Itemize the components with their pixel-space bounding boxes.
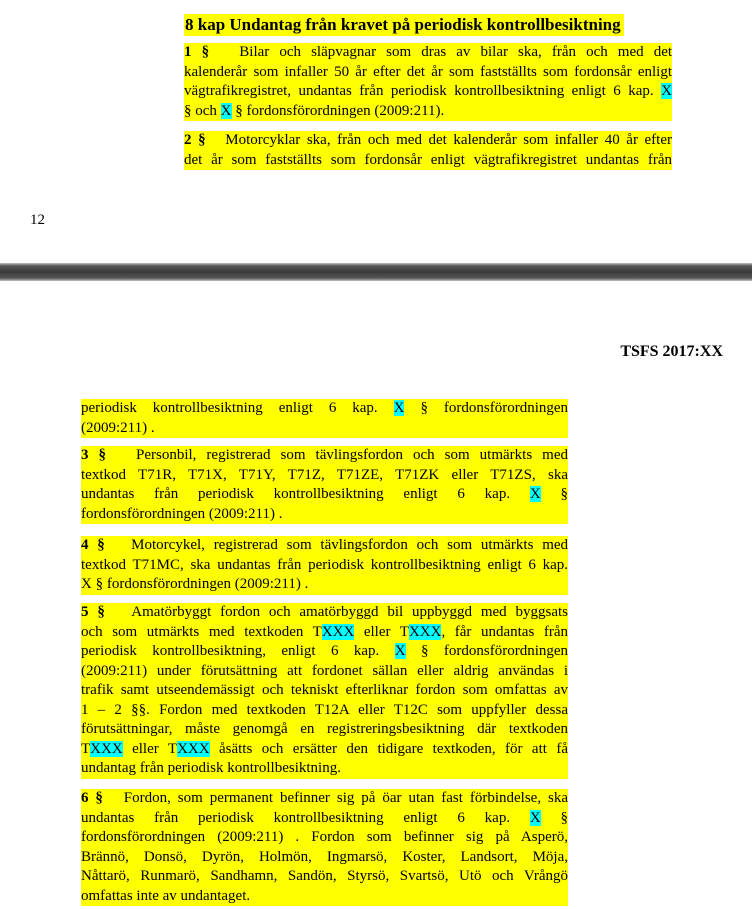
paragraph-1: 1 § Bilar och släpvagnar som dras av bilar ska, från och med det kalenderår som infaller 50 år efter det år som fastställts som fordonsår enligt vägtrafikregistret, undantas från periodisk kontrollbesiktning enligt 6 kap. X § och X § fordonsförordningen (2009:211). [184,43,672,121]
document-id: TSFS 2017:XX [620,343,723,360]
placeholder-x: X [393,400,405,416]
document-page-top [0,0,752,263]
section-number: 2 § [184,132,206,148]
section-number: 1 § [184,44,210,60]
placeholder-x: X [394,643,406,659]
placeholder-x: X [529,486,541,502]
page-separator [0,263,752,281]
placeholder-x: X [661,83,672,99]
placeholder-x: X [529,809,541,826]
paragraph-6: 6 § Fordon, som permanent befinner sig på öar utan fast förbindelse, ska undantas från periodisk kontrollbesiktning enligt 6 kap. X § fordonsförordningen (2009:211) . Fordon som befinner sig på Asperö, Brännö, Donsö, Dyrön, Holmön, Ingmarsö, Koster, Landsort, Möja, Nåttarö, Runmarö, Sandhamn, Sandön, Styrsö, Svartsö, Utö och Vrångö omfattas inte av undantaget. [81,789,568,906]
placeholder-xxx: XXX [177,740,210,757]
paragraph-4: 4 § Motorcykel, registrerad som tävlingsfordon och som utmärkts med textkod T71MC, ska undantas från periodisk kontrollbesiktning enligt 6 kap. X § fordonsförordningen (2009:211) . [81,536,568,595]
section-number: 3 § [81,447,106,463]
section-number: 4 § [81,537,105,553]
placeholder-x: X [220,102,232,119]
document-page-bottom [0,281,752,909]
placeholder-xxx: XXX [408,623,442,640]
section-number: 5 § [81,604,105,620]
paragraph-5: 5 § Amatörbyggt fordon och amatörbyggd bil uppbyggd med byggsats och som utmärkts med textkoden TXXX eller TXXX, får undantas från periodisk kontrollbesiktning, enligt 6 kap. X § fordonsförordningen (2009:211) under förutsättning att fordonet sällan eller aldrig användas i trafik samt utseendemässigt och tekniskt efterliknar fordon som omfattas av 1 – 2 §§. Fordon med textkoden T12A eller T12C som uppfyller dessa förutsättningar, måste genomgå en registreringsbesiktning där textkoden TXXX eller TXXX åsätts och ersätter den tidigare textkoden, för att få undantag från periodisk kontrollbesiktning. [81,603,568,779]
paragraph-continuation: periodisk kontrollbesiktning enligt 6 kap. X § fordonsförordningen (2009:211) . [81,399,568,438]
page-number: 12 [30,212,45,228]
paragraph-3: 3 § Personbil, registrerad som tävlingsfordon och som utmärkts med textkod T71R, T71X, T71Y, T71Z, T71ZE, T71ZK eller T71ZS, ska undantas från periodisk kontrollbesiktning enligt 6 kap. X § fordonsförordningen (2009:211) . [81,446,568,524]
paragraph-2: 2 § Motorcyklar ska, från och med det kalenderår som infaller 40 år efter det år som fastställts som fordonsår enligt vägtrafikregistret undantas från [184,131,672,170]
placeholder-xxx: XXX [321,623,355,640]
chapter-heading: 8 kap Undantag från kravet på periodisk kontrollbesiktning [184,14,624,36]
placeholder-xxx: XXX [90,740,123,757]
section-number: 6 § [81,790,103,806]
